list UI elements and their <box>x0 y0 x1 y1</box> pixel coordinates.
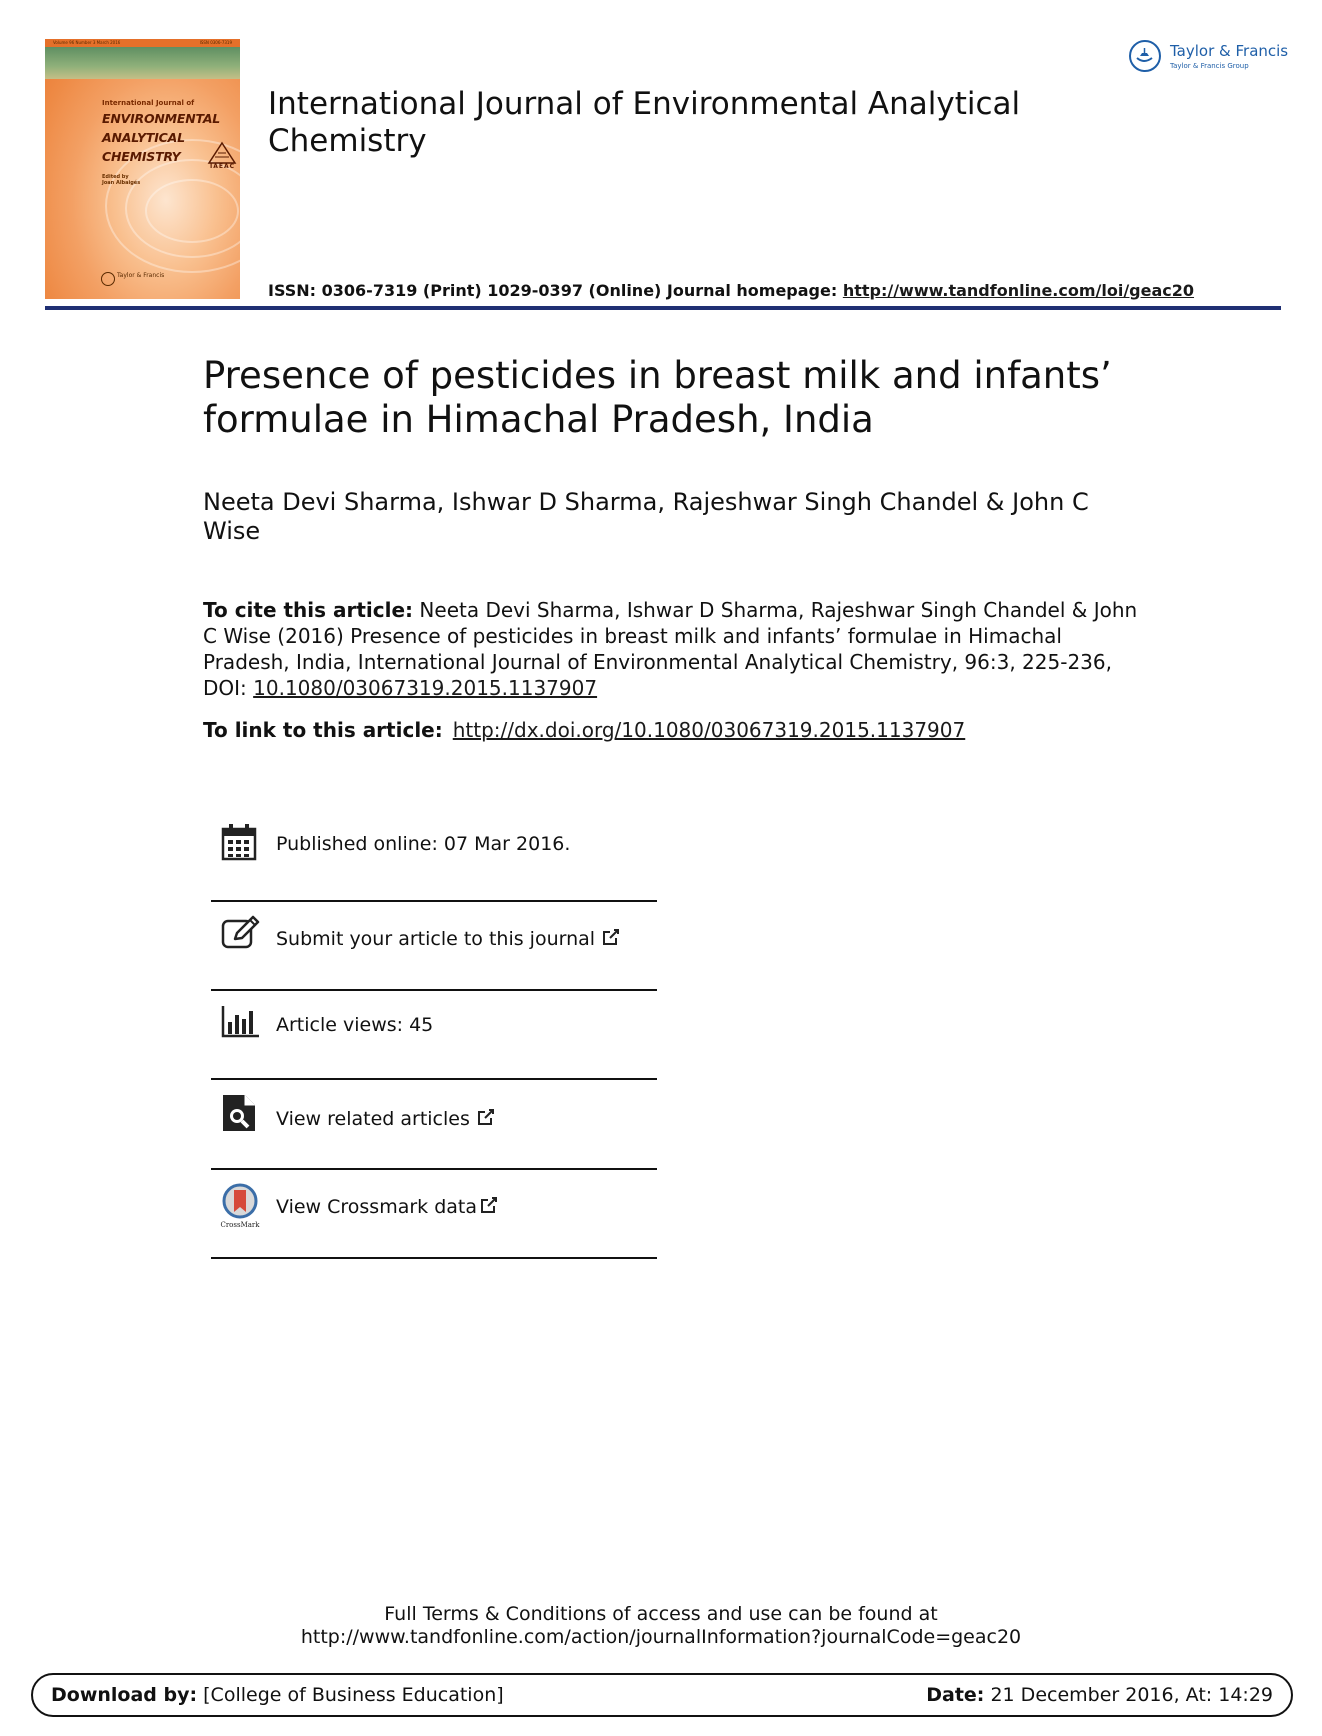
info-divider <box>211 1078 657 1080</box>
taylor-francis-logo[interactable] <box>1128 38 1288 78</box>
download-by: Download by: [College of Business Education] <box>51 1684 504 1706</box>
publisher-group: Taylor & Francis Group <box>1170 62 1249 70</box>
issn-text: ISSN: 0306-7319 (Print) 1029-0397 (Online) Journal homepage: <box>268 281 843 300</box>
journal-cover-image <box>45 39 240 299</box>
calendar-icon <box>221 823 257 861</box>
download-info-bar <box>31 1673 1293 1717</box>
cover-publisher: Taylor & Francis <box>117 272 165 279</box>
citation-block <box>203 597 1143 701</box>
external-link-icon <box>479 1195 499 1215</box>
cover-top-strip <box>45 39 240 47</box>
cover-issn-line: ISSN 0306-7319 <box>199 40 232 45</box>
info-divider <box>211 1168 657 1170</box>
submit-article-link[interactable]: Submit your article to this journal <box>276 927 621 950</box>
svg-text:CrossMark: CrossMark <box>220 1221 260 1229</box>
article-title: Presence of pesticides in breast milk and infants’ formulae in Himachal Pradesh, India <box>203 354 1112 441</box>
document-search-icon <box>221 1093 257 1133</box>
external-link-icon <box>476 1107 496 1127</box>
cover-publisher-logo-icon <box>101 272 115 286</box>
info-divider <box>211 1257 657 1259</box>
article-url-link[interactable]: http://dx.doi.org/10.1080/03067319.2015.1137907 <box>452 718 966 742</box>
taylor-francis-logo-icon <box>1129 40 1161 72</box>
article-link-line <box>203 717 965 743</box>
cover-title-line: ANALYTICAL <box>102 130 185 145</box>
cover-green-band <box>45 47 240 79</box>
cover-edited-by: Edited by Joan Albaigés <box>102 174 141 186</box>
published-online-text: Published online: 07 Mar 2016. <box>276 833 571 855</box>
info-divider <box>211 989 657 991</box>
header-divider <box>45 306 1281 310</box>
edit-icon <box>221 915 261 951</box>
bar-chart-icon <box>221 1004 261 1038</box>
cite-text: Neeta Devi Sharma, Ishwar D Sharma, Rajeshwar Singh Chandel & John C Wise (2016) Presence of pesticides in breast milk and infants’ formulae in Himachal Pradesh, India, International Journal of Environmental Analytical Chemistry, 96:3, 225-236, DOI: <box>203 598 1138 700</box>
cover-intl-text: International Journal of <box>102 99 195 107</box>
crossmark-icon <box>219 1183 261 1229</box>
info-divider <box>211 900 657 902</box>
cover-society: IAEAC <box>210 163 236 170</box>
journal-issn-line <box>268 281 1194 300</box>
publisher-name: Taylor & Francis <box>1170 42 1289 60</box>
cover-volume-line: Volume 96 Number 3 March 2016 <box>53 40 121 45</box>
terms-line-1: Full Terms & Conditions of access and use can be found at <box>384 1603 938 1625</box>
journal-homepage-link[interactable]: http://www.tandfonline.com/loi/geac20 <box>842 281 1195 300</box>
cover-title-line: CHEMISTRY <box>102 149 181 164</box>
terms-url[interactable]: http://www.tandfonline.com/action/journalInformation?journalCode=geac20 <box>300 1626 1022 1648</box>
cover-swirl <box>145 179 239 243</box>
article-authors: Neeta Devi Sharma, Ishwar D Sharma, Rajeshwar Singh Chandel & John C Wise <box>203 488 1089 545</box>
cover-title-line: ENVIRONMENTAL <box>102 111 221 126</box>
journal-title: International Journal of Environmental Analytical Chemistry <box>268 86 1021 159</box>
terms-notice <box>0 1603 1322 1649</box>
download-date: Date: 21 December 2016, At: 14:29 <box>926 1684 1273 1706</box>
cite-label: To cite this article: <box>203 598 414 622</box>
iaeac-emblem-icon <box>207 141 237 165</box>
doi-link[interactable]: 10.1080/03067319.2015.1137907 <box>253 676 598 700</box>
related-articles-link[interactable]: View related articles <box>276 1107 496 1130</box>
crossmark-link[interactable]: View Crossmark data <box>276 1195 499 1218</box>
link-label: To link to this article: <box>203 718 443 742</box>
external-link-icon <box>601 927 621 947</box>
article-views-text: Article views: 45 <box>276 1014 434 1036</box>
